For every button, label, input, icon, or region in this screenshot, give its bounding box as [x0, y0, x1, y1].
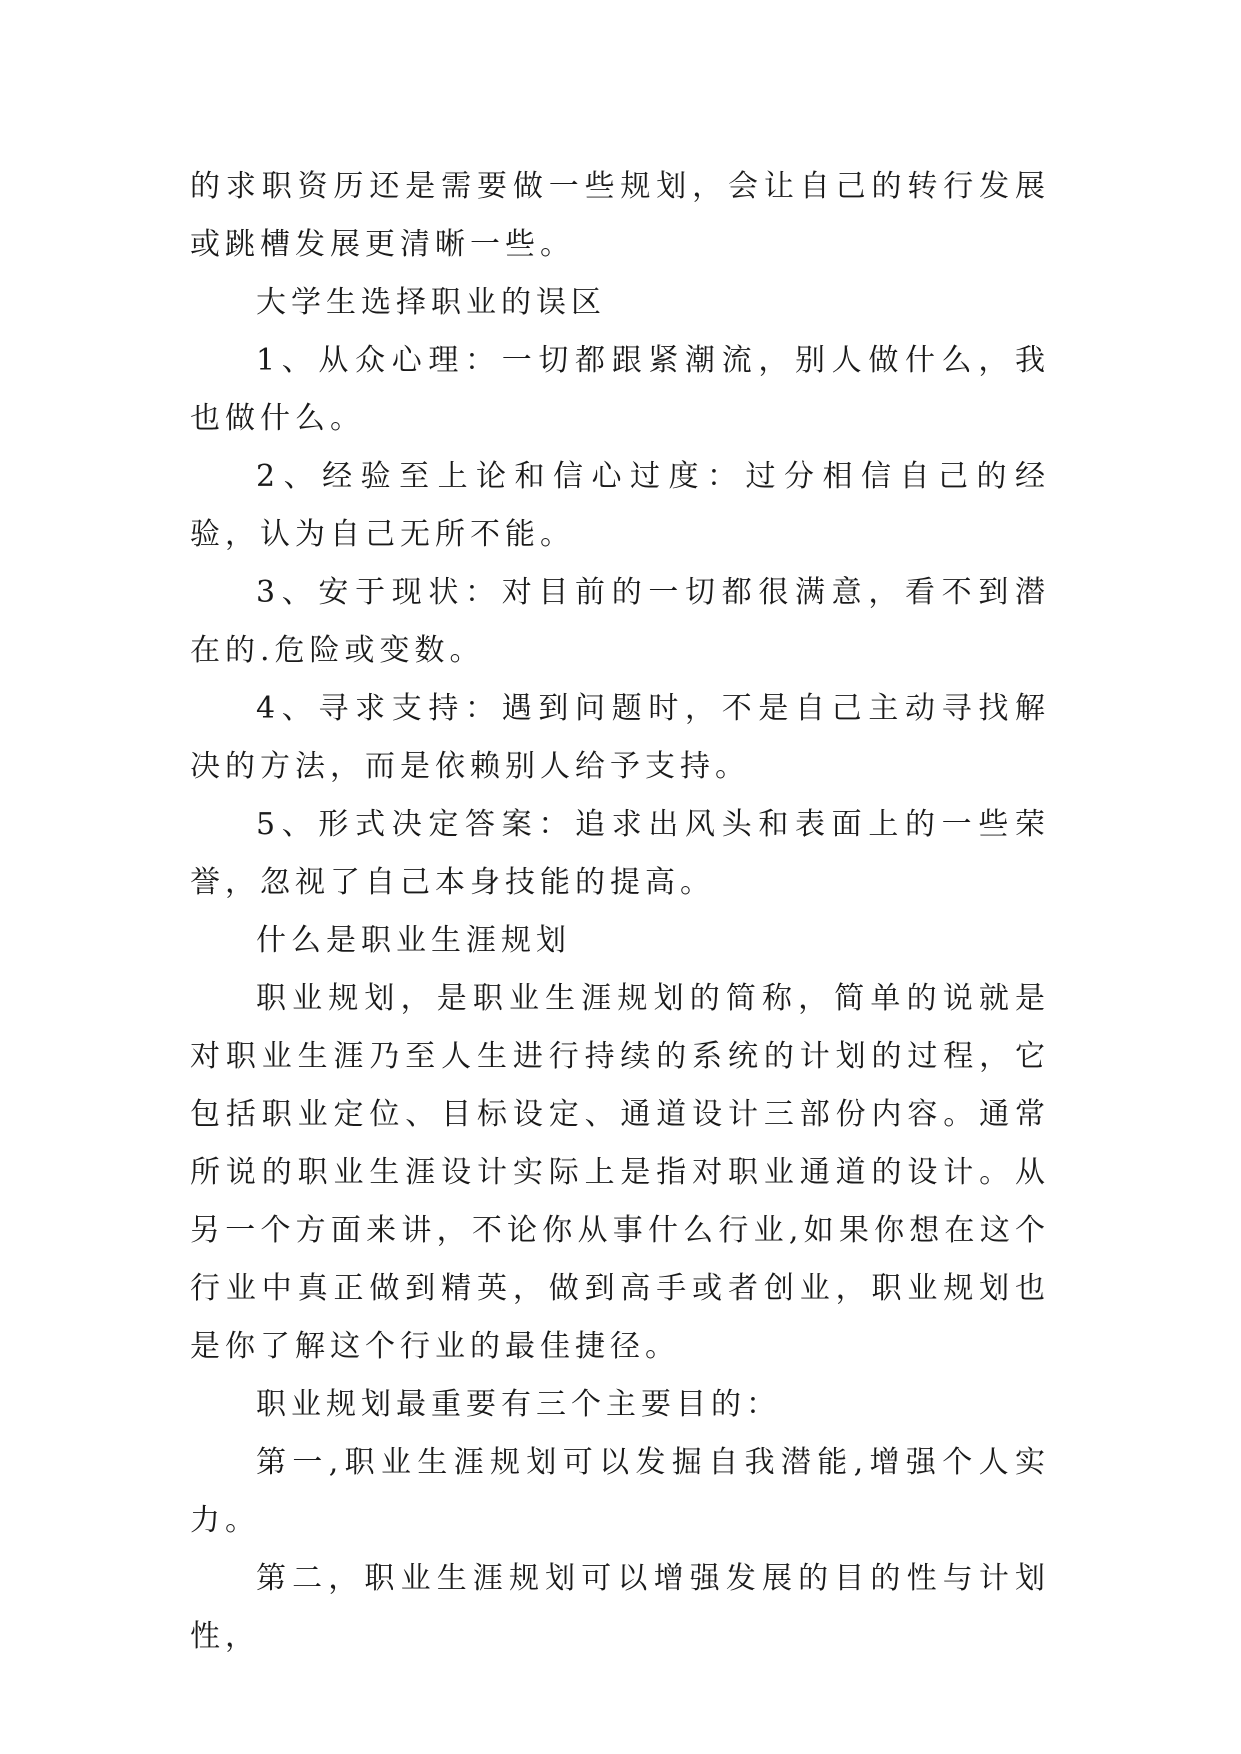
document-body: [190, 158, 1050, 1666]
list-item-5: 5、形式决定答案：追求出风头和表面上的一些荣誉，忽视了自己本身技能的提高。: [190, 807, 1050, 900]
paragraph-purpose-first: 第一,职业生涯规划可以发掘自我潜能,增强个人实力。: [190, 1445, 1050, 1538]
list-item-1: 1、从众心理：一切都跟紧潮流，别人做什么，我也做什么。: [190, 343, 1050, 436]
paragraph-three-purposes: 职业规划最重要有三个主要目的：: [256, 1387, 781, 1422]
paragraph-career-planning-definition: 职业规划，是职业生涯规划的简称，简单的说就是对职业生涯乃至人生进行持续的系统的计划的过程，它包括职业定位、目标设定、通道设计三部份内容。通常所说的职业生涯设计实际上是指对职业通道的设计。从另一个方面来讲，不论你从事什么行业,如果你想在这个行业中真正做到精英，做到高手或者创业，职业规划也是你了解这个行业的最佳捷径。: [190, 981, 1050, 1364]
list-item-2: 2、经验至上论和信心过度：过分相信自己的经验，认为自己无所不能。: [190, 459, 1050, 552]
paragraph-continuation: 的求职资历还是需要做一些规划，会让自己的转行发展或跳槽发展更清晰一些。: [190, 169, 1050, 262]
list-item-4: 4、寻求支持：遇到问题时，不是自己主动寻找解决的方法，而是依赖别人给予支持。: [190, 691, 1050, 784]
heading-career-misconceptions: 大学生选择职业的误区: [256, 285, 606, 320]
paragraph-purpose-second: 第二，职业生涯规划可以增强发展的目的性与计划性，: [190, 1561, 1050, 1654]
list-item-3: 3、安于现状：对目前的一切都很满意，看不到潜在的.危险或变数。: [190, 575, 1050, 668]
heading-what-is-career-planning: 什么是职业生涯规划: [256, 923, 571, 958]
